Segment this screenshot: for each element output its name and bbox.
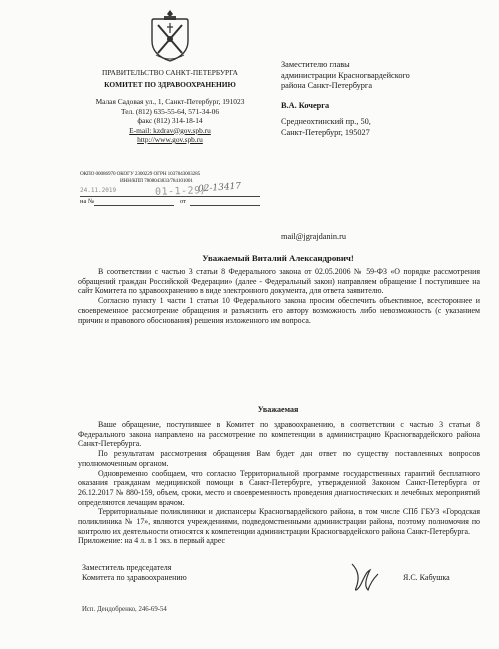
addressee-block (281, 60, 491, 139)
org-fax: факс (812) 314-18-14 (137, 116, 203, 125)
stamp-number: 01-1-29/ (154, 185, 208, 198)
org-name-line2: КОМИТЕТ ПО ЗДРАВООХРАНЕНИЮ (104, 80, 236, 89)
body2-paragraph-3: Одновременно сообщаем, что согласно Территориальной программе государственных гарантий бесплатного оказания гражданам медицинской помощи в Санкт-Петербурге, утвержденной Законом Санкт-Петербурга от 26.12.2017 № 880-159, объем, сроки, место и своевременность проведения диагностических и лечебных мероприятий определяются лечащим врачом. (78, 468, 480, 507)
signature-name: Я.С. Кабушка (403, 573, 450, 582)
body1-paragraph-2: Согласно пункту 1 части 1 статьи 10 Федерального закона просим обеспечить объективное, всестороннее и своевременное рассмотрение обращения и разъяснить его автору возможность либо невозможность (с указанием причин и правового обоснования) решения изложенного им вопроса. (78, 296, 480, 325)
addressee-line1: Заместителю главы (281, 60, 350, 69)
org-codes-line2: ИНН/КПП 7808043833/784101001 (120, 178, 193, 184)
org-address: Малая Садовая ул., 1, Санкт-Петербург, 191023 (95, 97, 245, 106)
body-section-1 (78, 267, 480, 325)
reg-from-underline (190, 205, 260, 206)
signature-title-line1: Заместитель председателя (82, 563, 172, 572)
executor-note: Исп. Дендобренко, 246-69-54 (82, 606, 167, 613)
addressee-name: В.А. Кочерга (281, 100, 330, 110)
addressee-line3: района Санкт-Петербурга (281, 81, 373, 91)
org-name-line1: ПРАВИТЕЛЬСТВО САНКТ-ПЕТЕРБУРГА (102, 68, 238, 77)
org-tel: Тел. (812) 635-55-64, 571-34-06 (120, 106, 220, 116)
body2-paragraph-2: По результатам рассмотрения обращения Вам будет дан ответ по существу поставленных вопросов уполномоченным органом. (78, 449, 480, 468)
addressee-line2: администрации Красногвардейского (281, 70, 410, 80)
reg-from-label: от (180, 198, 187, 205)
body-section-2 (78, 420, 480, 546)
org-site: http://www.gov.spb.ru (137, 135, 203, 144)
handwritten-signature-icon (344, 560, 384, 594)
reg-line-2 (80, 198, 262, 207)
body2-paragraph-4: Территориальные поликлиники и диспансеры Красногвардейского района, в том числе СПб ГБУЗ «Городская поликлиника № 17», являются учреждениями, подведомственными администрации района, поэтому полномочия по контролю их деятельности относятся к компетенции администрации Красногвардейского района Санкт-Петербурга. (78, 507, 480, 536)
greeting: Уважаемый Виталий Александрович! (202, 253, 354, 263)
body1-paragraph-1: В соответствии с частью 3 статьи 8 Федерального закона от 02.05.2006 № 59-ФЗ «О порядке рассмотрения обращений граждан Российской Федерации» (далее - Федеральный закон) направляем обращение І поступившее на сайт Комитета по здравоохранению в виде электронного документа, для ответа заявителю. (78, 267, 480, 296)
org-codes-line1: ОКПО 00086970 ОКОГУ 2300229 ОГРН 1037843003285 (80, 171, 201, 177)
signature-title (82, 563, 187, 583)
handwritten-number: 02-13417 (197, 181, 242, 195)
addressee-addr2: Санкт-Петербург, 195027 (281, 127, 370, 137)
signature-title-line2: Комитета по здравоохранению (82, 573, 187, 582)
attachment-note: Приложение: на 4 л. в 1 экз. в первый адрес (78, 536, 226, 546)
reg-on-underline (94, 205, 174, 206)
org-email: E-mail: kzdrav@gov.spb.ru (129, 125, 211, 135)
addressee-addr1: Среднеохтинский пр., 50, (281, 117, 371, 127)
body2-paragraph-1: Ваше обращение, поступившее в Комитет по здравоохранению, в соответствии с частью 3 статьи 8 Федерального закона направлено на рассмотрение по компетенции в администрацию Красногвардейского района Санкт-Петербурга. (78, 420, 480, 449)
addressee-email: mail@jgrajdanin.ru (281, 232, 347, 241)
coat-of-arms-icon (148, 7, 192, 63)
reg-on-label: на № (80, 198, 95, 205)
stamp-date: 24.11.2019 (80, 187, 117, 194)
greeting-2: Уважаемая (257, 405, 299, 414)
